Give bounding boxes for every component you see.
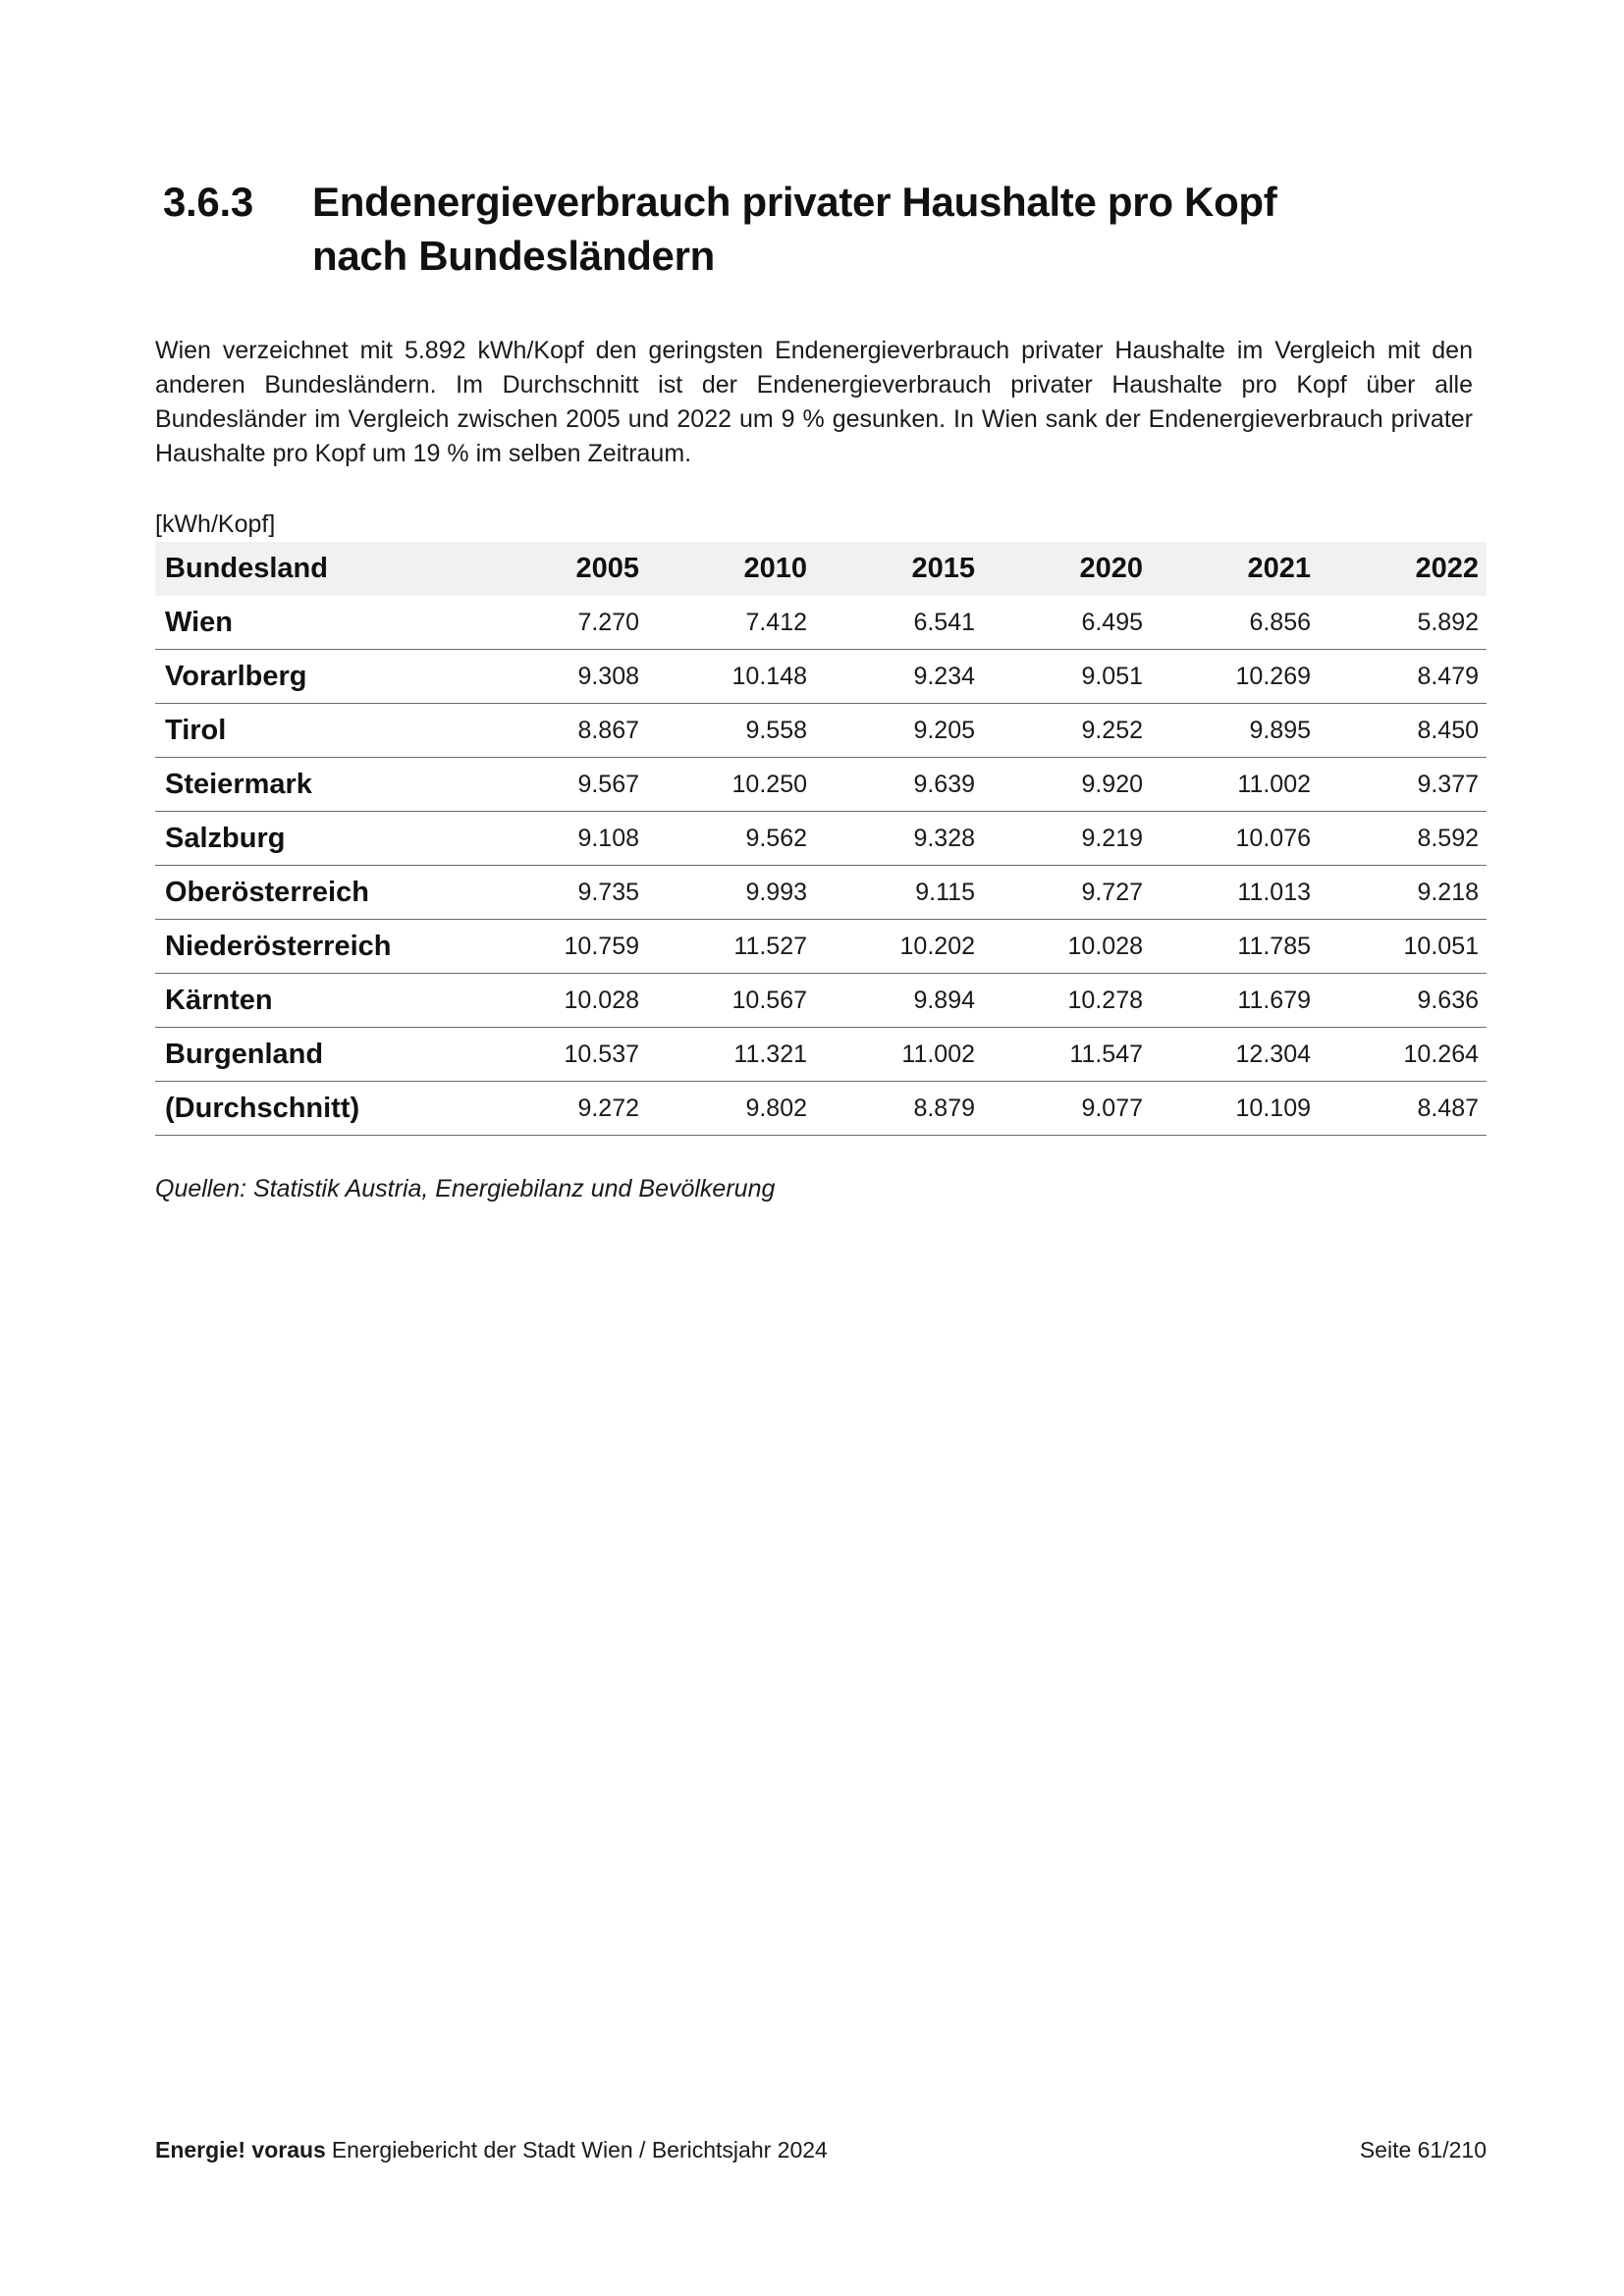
intro-paragraph: Wien verzeichnet mit 5.892 kWh/Kopf den geringsten Endenergieverbrauch privater Haushalte im Vergleich mit den anderen Bundesländern. Im Durchschnitt ist der Endenergieverbrauch privater Haushalte pro Kopf über alle Bundesländer im Vergleich zwischen 2005 und 2022 um 9 % gesunken. In Wien sank der Endenergieverbrauch privater Haushalte pro Kopf um 19 % im selben Zeitraum. <box>155 337 1473 467</box>
table-cell: 9.639 <box>815 758 983 812</box>
table-cell: 9.895 <box>1151 704 1319 758</box>
table-cell: 9.894 <box>815 974 983 1028</box>
table-cell: 11.321 <box>647 1028 815 1082</box>
table-cell: 9.802 <box>647 1082 815 1136</box>
table-cell: 8.879 <box>815 1082 983 1136</box>
row-label: Kärnten <box>155 974 479 1028</box>
table-cell: 6.541 <box>815 596 983 650</box>
table-cell: 8.450 <box>1319 704 1487 758</box>
table-cell: 9.218 <box>1319 866 1487 920</box>
table-cell: 11.013 <box>1151 866 1319 920</box>
table-cell: 11.679 <box>1151 974 1319 1028</box>
table-cell: 8.487 <box>1319 1082 1487 1136</box>
table-row <box>155 704 1487 758</box>
table-row-average <box>155 1082 1487 1136</box>
table-cell: 10.028 <box>479 974 647 1028</box>
row-label: Burgenland <box>155 1028 479 1082</box>
row-label: Steiermark <box>155 758 479 812</box>
table-cell: 10.028 <box>983 920 1151 974</box>
row-label: Niederösterreich <box>155 920 479 974</box>
table-cell: 11.527 <box>647 920 815 974</box>
table-cell: 9.920 <box>983 758 1151 812</box>
section-number: 3.6.3 <box>163 179 253 225</box>
table-row <box>155 758 1487 812</box>
table-cell: 7.412 <box>647 596 815 650</box>
table-cell: 9.205 <box>815 704 983 758</box>
footer-report-title: Energiebericht der Stadt Wien / Berichtsjahr 2024 <box>331 2137 828 2163</box>
page-footer <box>155 2137 1487 2163</box>
table-header-row <box>155 542 1487 596</box>
table-cell: 9.377 <box>1319 758 1487 812</box>
row-label: Tirol <box>155 704 479 758</box>
table-cell: 10.567 <box>647 974 815 1028</box>
table-cell: 9.558 <box>647 704 815 758</box>
table-cell: 10.250 <box>647 758 815 812</box>
table-cell: 9.308 <box>479 650 647 704</box>
table-cell: 11.547 <box>983 1028 1151 1082</box>
consumption-table <box>155 542 1487 1136</box>
source-note: Quellen: Statistik Austria, Energiebilanz und Bevölkerung <box>155 1175 776 1202</box>
table-cell: 9.328 <box>815 812 983 866</box>
table-cell: 11.002 <box>1151 758 1319 812</box>
table-cell: 9.272 <box>479 1082 647 1136</box>
table-cell: 10.537 <box>479 1028 647 1082</box>
table-cell: 9.562 <box>647 812 815 866</box>
table-cell: 10.148 <box>647 650 815 704</box>
header-year: 2015 <box>815 542 983 596</box>
table-row <box>155 866 1487 920</box>
table-cell: 9.727 <box>983 866 1151 920</box>
table-row <box>155 1028 1487 1082</box>
table-cell: 9.252 <box>983 704 1151 758</box>
table-cell: 10.051 <box>1319 920 1487 974</box>
table-cell: 9.051 <box>983 650 1151 704</box>
table-cell: 9.735 <box>479 866 647 920</box>
table-cell: 9.108 <box>479 812 647 866</box>
table-cell: 5.892 <box>1319 596 1487 650</box>
footer-brand: Energie! voraus <box>155 2137 326 2163</box>
table-cell: 6.856 <box>1151 596 1319 650</box>
table-cell: 10.202 <box>815 920 983 974</box>
table-cell: 9.219 <box>983 812 1151 866</box>
header-year: 2021 <box>1151 542 1319 596</box>
table-cell: 9.234 <box>815 650 983 704</box>
table-cell: 10.759 <box>479 920 647 974</box>
table-cell: 9.567 <box>479 758 647 812</box>
table-cell: 8.592 <box>1319 812 1487 866</box>
table-row <box>155 920 1487 974</box>
table-cell: 8.479 <box>1319 650 1487 704</box>
table-cell: 8.867 <box>479 704 647 758</box>
row-label: Wien <box>155 596 479 650</box>
table-cell: 9.636 <box>1319 974 1487 1028</box>
table-row <box>155 812 1487 866</box>
row-label: Oberösterreich <box>155 866 479 920</box>
table-cell: 10.076 <box>1151 812 1319 866</box>
table-row <box>155 650 1487 704</box>
table-row <box>155 974 1487 1028</box>
table-cell: 10.264 <box>1319 1028 1487 1082</box>
table-cell: 11.002 <box>815 1028 983 1082</box>
table-cell: 10.109 <box>1151 1082 1319 1136</box>
table-cell: 10.269 <box>1151 650 1319 704</box>
section-title: Endenergieverbrauch privater Haushalte pro Kopf nach Bundesländern <box>312 179 1277 279</box>
row-label: Vorarlberg <box>155 650 479 704</box>
table-row <box>155 596 1487 650</box>
table-cell: 10.278 <box>983 974 1151 1028</box>
row-label: (Durchschnitt) <box>155 1082 479 1136</box>
header-year: 2020 <box>983 542 1151 596</box>
table-cell: 12.304 <box>1151 1028 1319 1082</box>
table-cell: 6.495 <box>983 596 1151 650</box>
header-year: 2010 <box>647 542 815 596</box>
header-year: 2022 <box>1319 542 1487 596</box>
row-label: Salzburg <box>155 812 479 866</box>
page-number: Seite 61/210 <box>1359 2137 1487 2163</box>
table-unit-label: [kWh/Kopf] <box>155 510 276 538</box>
table-cell: 11.785 <box>1151 920 1319 974</box>
header-year: 2005 <box>479 542 647 596</box>
header-bundesland: Bundesland <box>155 542 479 596</box>
table-cell: 9.077 <box>983 1082 1151 1136</box>
table-cell: 9.115 <box>815 866 983 920</box>
table-cell: 9.993 <box>647 866 815 920</box>
table-cell: 7.270 <box>479 596 647 650</box>
